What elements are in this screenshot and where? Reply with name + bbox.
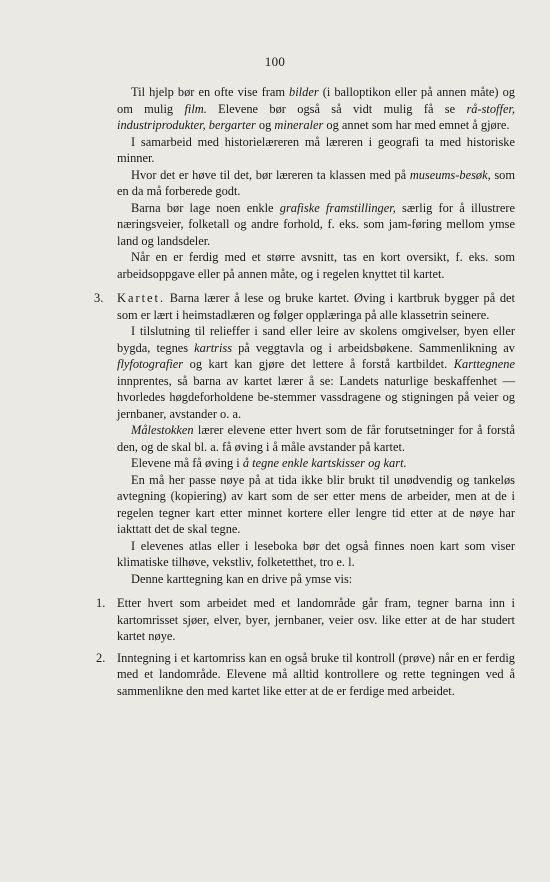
list-item: 2. Inntegning i et kartomriss kan en også bruke til kontroll (prøve) når en er ferdig med et landområde. Elevene må alltid kontrollere og rette tegningen ved å sammenlikne den med kartet like etter at de er ferdige med arbeidet. [96, 650, 515, 698]
paragraph-history: I samarbeid med historielæreren må læreren i geografi ta med historiske minner. [117, 134, 515, 165]
section-number: 3. [94, 291, 104, 305]
page-body [94, 84, 516, 699]
paragraph-atlas: I elevenes atlas eller i leseboka bør det også finnes noen kart som viser klimatiske tilhøve, vekstliv, folketetthet, tro e. l. [117, 538, 515, 569]
section-title: Kartet. [117, 291, 166, 305]
page-number: 100 [264, 54, 286, 69]
paragraph-museum: Hvor det er høve til det, bør læreren ta klassen med på museums-besøk, som en da må forberede godt. [117, 167, 515, 198]
paragraph-overview: Når en er ferdig med et større avsnitt, tas en kort oversikt, f. eks. som arbeidsoppgave eller på annen måte, og i regelen knyttet til kartet. [117, 250, 515, 281]
paragraph-graphics: Barna bør lage noen enkle grafiske framstillinger, særlig for å illustrere næringsveier, folketall og andre forhold, f. eks. som jam-føring mellom ymse land og landsdeler. [117, 200, 515, 248]
paragraph-illustrations: Til hjelp bør en ofte vise fram bilder (i balloptikon eller på annen måte) og om mulig film. Elevene bør også så vidt mulig få se rå-stoffer, industriprodukter, bergarter og mineraler og annet som har med emnet å gjøre. [117, 85, 515, 132]
paragraph-scale: Målestokken lærer elevene etter hvert som de får forutsetninger for å forstå den, og de skal bl. a. få øving i å måle avstander på kartet. [117, 423, 515, 454]
paragraph-copying: En må her passe nøye på at tida ikke blir brukt til unødvendig og tankeløs avtegning (kopiering) av kart som de ser etter mens de arbeider, men at de i regelen tegner kart etter minnet kortere eller lengre tid etter at de nøye har iakttatt det de skal tegne. [117, 472, 515, 536]
list-item: 1. Etter hvert som arbeidet med et landområde går fram, tegner barna inn i kartomrisset sjøer, elver, byer, jernbaner, veier osv. like etter at de har studert kartet nøye. [96, 596, 515, 643]
paragraph-drawing: Elevene må få øving i å tegne enkle kartskisser og kart. [131, 456, 407, 470]
paragraph-methods: Denne karttegning kan en drive på ymse vis: [131, 571, 353, 586]
paragraph-relief: I tilslutning til relieffer i sand eller leire av skolens omgivelser, byen eller bygda, tegnes kartriss på veggtavla og i arbeidsbøkene. Sammenlikning av flyfotografier og kart kan gjøre det lettere å forstå kartbildet. Karttegnene innprentes, så barna av kartet lærer å se: Landets naturlige beskaffenhet — hvorledes høgdeforholdene be-stemmer vassdragene og stigningen på veier og jernbaner, avstander o. a. [117, 324, 516, 421]
section-3-map: 3. Kartet. Barna lærer å lese og bruke kartet. Øving i kartbruk bygger på det som er lært i heimstadlæren og følger opplæringa på alle klassetrin seinere. [94, 291, 515, 322]
